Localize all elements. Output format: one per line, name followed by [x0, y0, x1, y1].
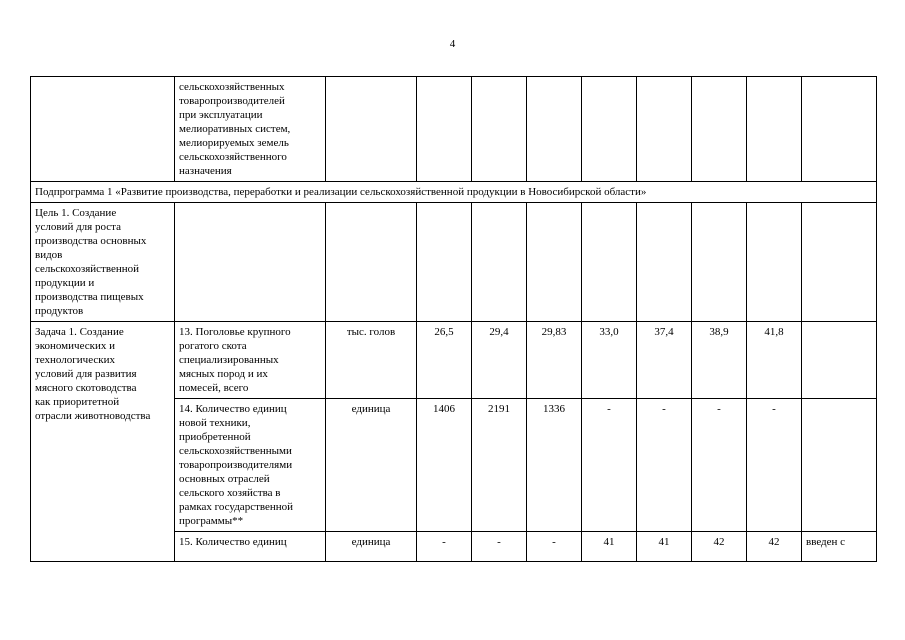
- page-number: 4: [449, 38, 456, 50]
- table-row: [31, 203, 877, 322]
- table-cell: [582, 203, 637, 322]
- indicators-table: [30, 76, 877, 562]
- note-cell: введен с: [802, 532, 877, 562]
- value-cell: 41: [637, 532, 692, 562]
- table-cell: [527, 203, 582, 322]
- table-cell: [802, 77, 877, 182]
- note-cell: [802, 322, 877, 399]
- table-cell: [527, 77, 582, 182]
- value-cell: 41: [582, 532, 637, 562]
- value-cell: -: [747, 399, 802, 532]
- table-cell: [472, 77, 527, 182]
- value-cell: -: [472, 532, 527, 562]
- subprogram-row: [31, 182, 877, 203]
- table-cell: [692, 203, 747, 322]
- table-cell: [582, 77, 637, 182]
- indicator-name: 13. Поголовье крупного рогатого скота специализированных мясных пород и их помесей, всего: [175, 322, 326, 399]
- value-cell: -: [417, 532, 472, 562]
- table-row: [31, 77, 877, 182]
- value-cell: 29,83: [527, 322, 582, 399]
- value-cell: 1406: [417, 399, 472, 532]
- table-cell: [692, 77, 747, 182]
- table-cell: [747, 203, 802, 322]
- unit-cell: тыс. голов: [326, 322, 417, 399]
- indicator-name: 15. Количество единиц: [175, 532, 326, 562]
- table-cell: [637, 203, 692, 322]
- value-cell: -: [582, 399, 637, 532]
- value-cell: 38,9: [692, 322, 747, 399]
- value-cell: 2191: [472, 399, 527, 532]
- value-cell: -: [692, 399, 747, 532]
- subprogram-title: Подпрограмма 1 «Развитие производства, переработки и реализации сельскохозяйственной продукции в Новосибирской области»: [31, 182, 877, 203]
- value-cell: 42: [747, 532, 802, 562]
- table-cell: [326, 77, 417, 182]
- goal-cell: Цель 1. Создание условий для роста производства основных видов сельскохозяйственной продукции и производства пищевых продуктов: [31, 203, 175, 322]
- task-cell: Задача 1. Создание экономических и технологических условий для развития мясного скотоводства как приоритетной отрасли животноводства: [31, 322, 175, 562]
- value-cell: 29,4: [472, 322, 527, 399]
- table-cell: [175, 203, 326, 322]
- unit-cell: единица: [326, 399, 417, 532]
- value-cell: 1336: [527, 399, 582, 532]
- table-cell: [417, 77, 472, 182]
- table-cell: [417, 203, 472, 322]
- value-cell: 26,5: [417, 322, 472, 399]
- value-cell: 41,8: [747, 322, 802, 399]
- table-cell: [326, 203, 417, 322]
- indicator-name: 14. Количество единиц новой техники, приобретенной сельскохозяйственными товаропроизводителями основных отраслей сельского хозяйства в рамках государственной программы**: [175, 399, 326, 532]
- table-cell: [31, 77, 175, 182]
- indicator-description: сельскохозяйственных товаропроизводителей при эксплуатации мелиоративных систем, мелиорируемых земель сельскохозяйственного назначения: [175, 77, 326, 182]
- table-cell: [802, 203, 877, 322]
- table-cell: [472, 203, 527, 322]
- note-cell: [802, 399, 877, 532]
- table-cell: [637, 77, 692, 182]
- value-cell: -: [527, 532, 582, 562]
- table-cell: [747, 77, 802, 182]
- unit-cell: единица: [326, 532, 417, 562]
- value-cell: -: [637, 399, 692, 532]
- value-cell: 42: [692, 532, 747, 562]
- value-cell: 33,0: [582, 322, 637, 399]
- value-cell: 37,4: [637, 322, 692, 399]
- table-row: [31, 322, 877, 399]
